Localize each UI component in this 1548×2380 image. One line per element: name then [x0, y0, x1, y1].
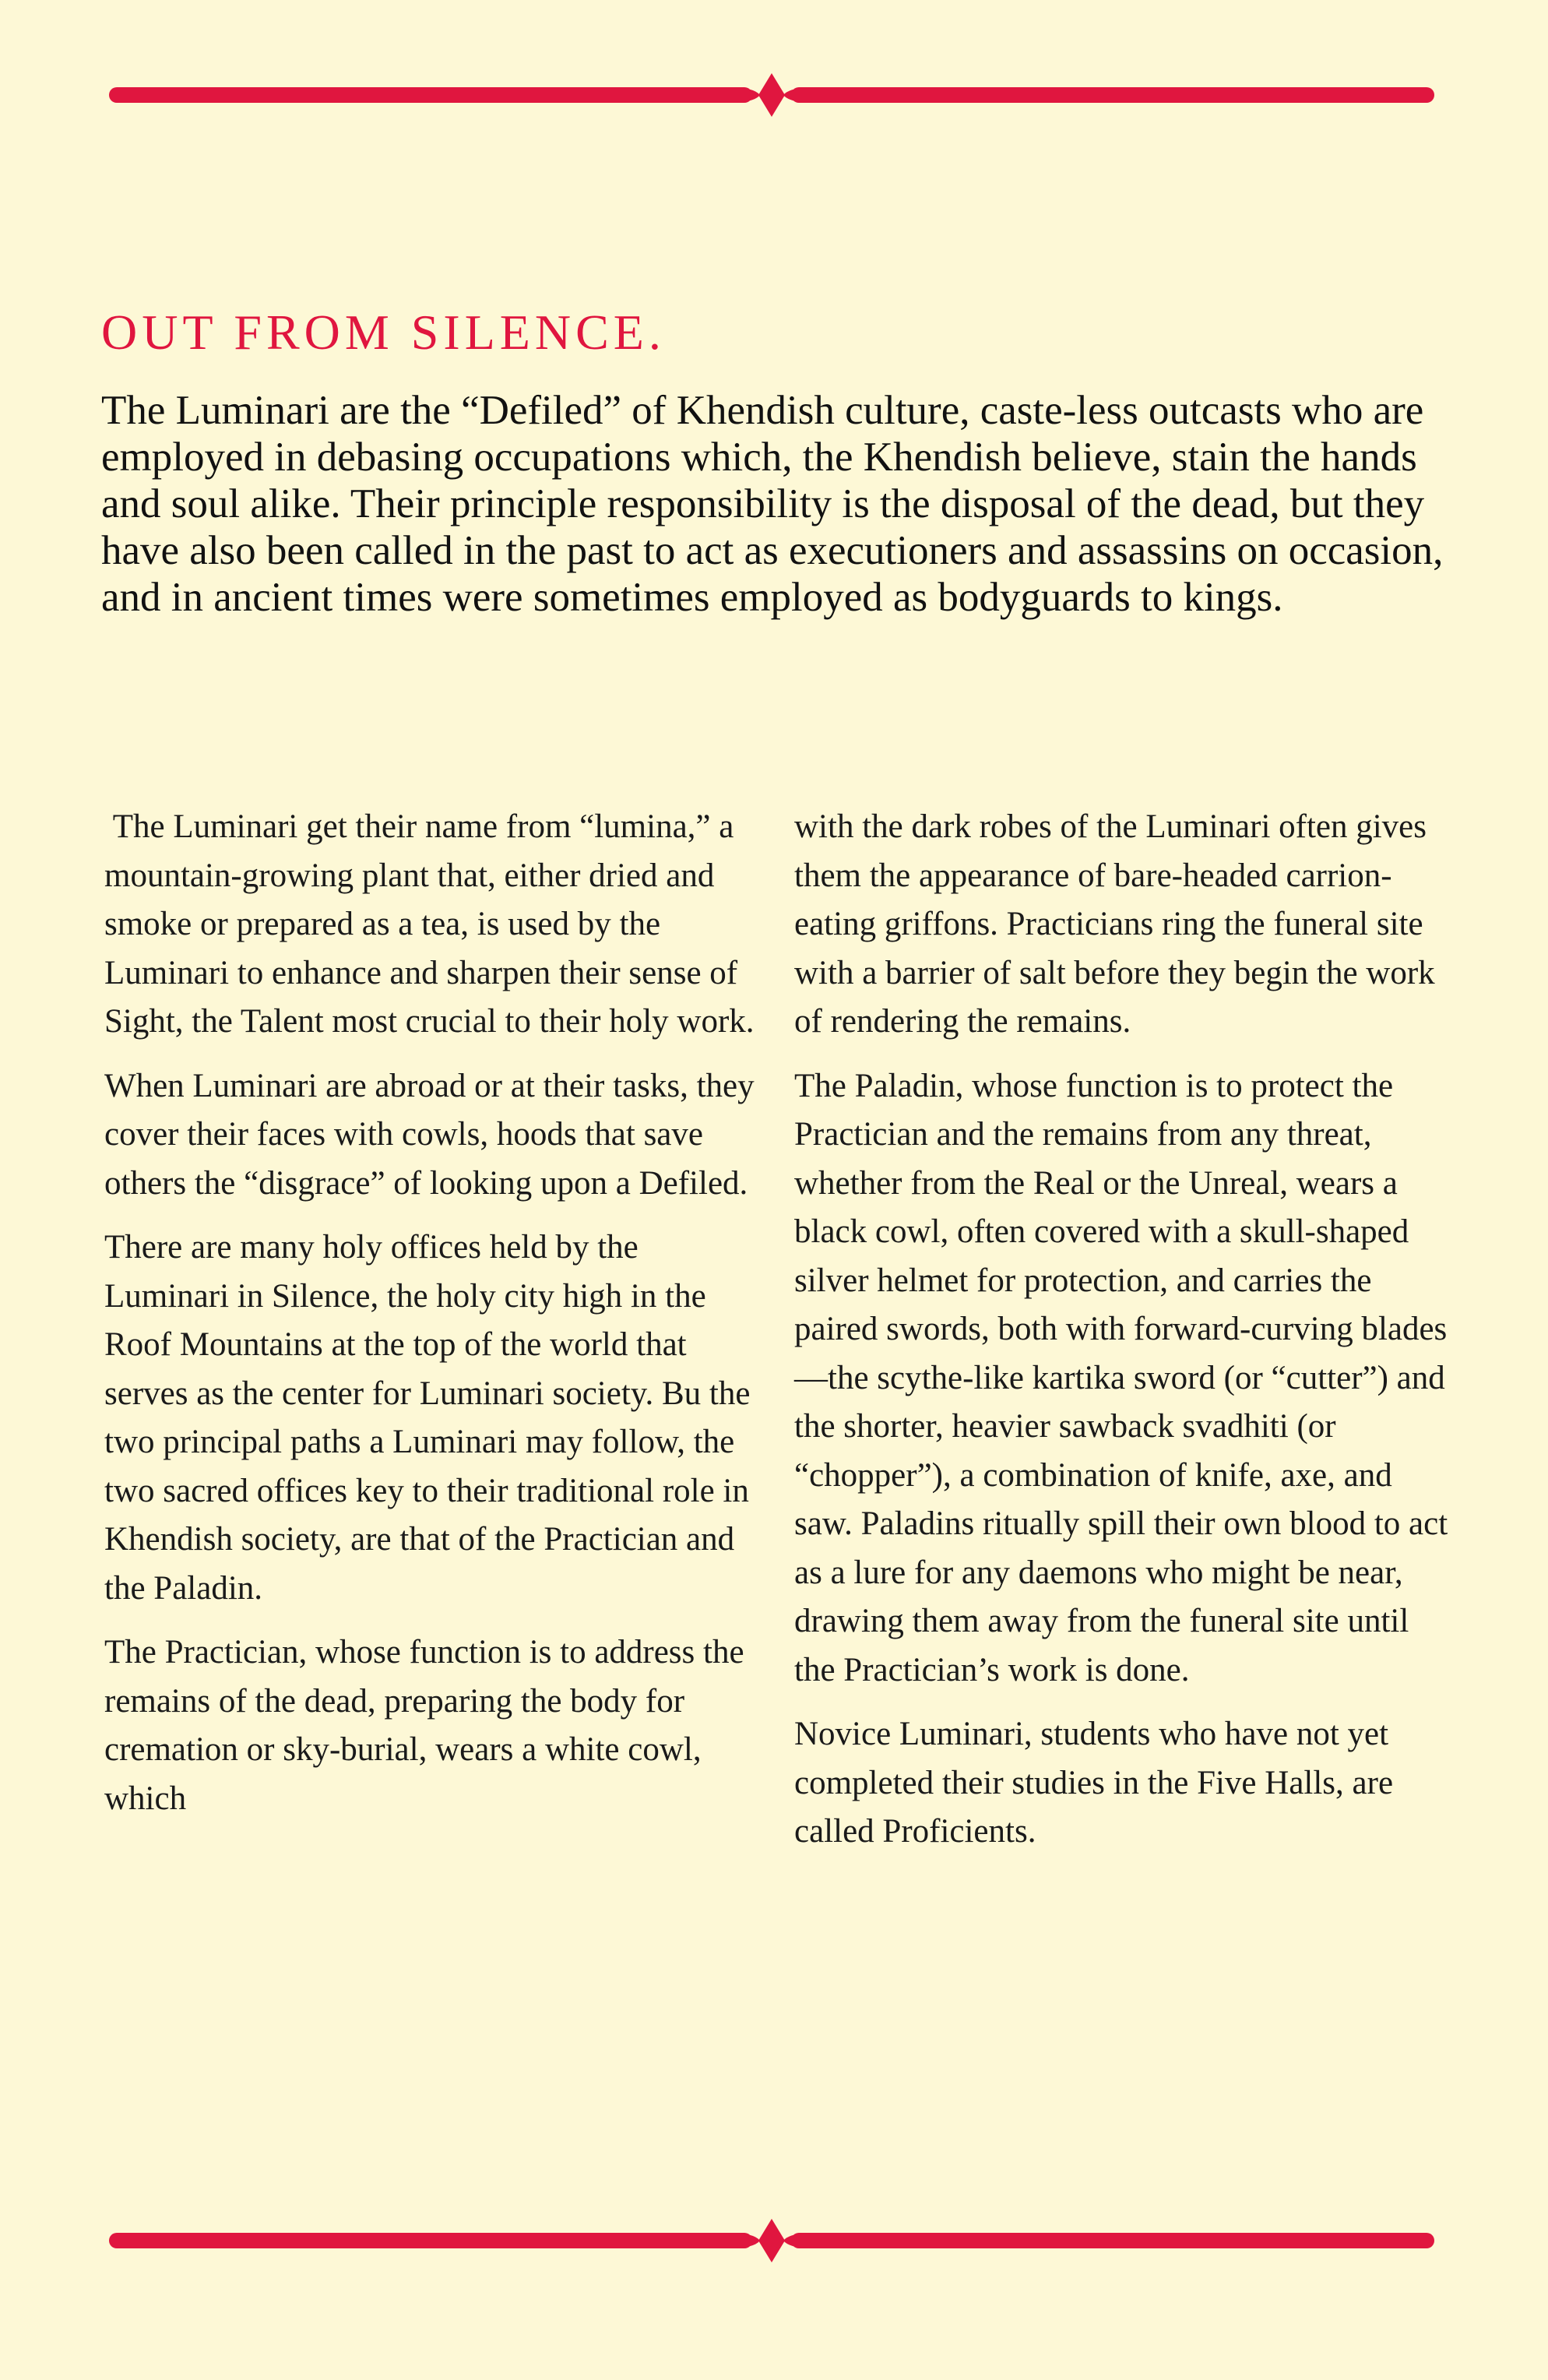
body-paragraph: The Paladin, whose function is to protect the Practician and the remains from any threat, whether from the Real or the Unreal, wears a black cowl, often covered with a skull-shaped silver helmet for protection, and carries the paired swords, both with forward-curving blades—the scythe-like kartika sword (or “cutter”) and the shorter, heavier sawback svadhiti (or “chopper”), a combination of knife, axe, and saw. Paladins ritually spill their own blood to act as a lure for any daemons who might be near, drawing them away from the funeral site until the Practician’s work is done.	[794, 1067, 1448, 1688]
lead-paragraph: The Luminari are the “Defiled” of Khendish culture, caste-less outcasts who are employed in debasing occupations which, the Khendish believe, stain the hands and soul alike. Their principle responsibility is the disposal of the dead, but they have also been called in the past to act as executioners and assassins on occasion, and in ancient times were sometimes employed as bodyguards to kings.	[101, 388, 1444, 620]
body-paragraph: Novice Luminari, students who have not yet completed their studies in the Five Halls, are called Proficients.	[794, 1716, 1394, 1850]
body-paragraph: with the dark robes of the Luminari often gives them the appearance of bare-headed carrion-eating griffons. Practicians ring the funeral site with a barrier of salt before they begin the work of rendering the remains.	[794, 808, 1435, 1040]
body-paragraph: When Luminari are abroad or at their tasks, they cover their faces with cowls, hoods that save others the “disgrace” of looking upon a Defiled.	[104, 1067, 755, 1202]
section-heading: OUT FROM SILENCE.	[101, 305, 666, 360]
body-paragraph: There are many holy offices held by the Luminari in Silence, the holy city high in the Roof Mountains at the top of the world that serves as the center for Luminari society. Bu the two principal paths a Luminari may follow, the two sacred offices key to their traditional role in Khendish society, are that of the Practician and the Paladin.	[104, 1229, 751, 1607]
bottom-ornamental-rule	[106, 2217, 1437, 2264]
right-column	[794, 803, 1448, 1872]
body-paragraph: The Luminari get their name from “lumina,” a mountain-growing plant that, either dried and smoke or prepared as a tea, is used by the Luminari to enhance and sharpen their sense of Sight, the Talent most crucial to their holy work.	[104, 808, 755, 1040]
body-paragraph: The Practician, whose function is to address the remains of the dead, preparing the body for cremation or sky-burial, wears a white cowl, which	[104, 1634, 744, 1817]
top-ornamental-rule	[106, 72, 1437, 118]
left-column	[104, 803, 758, 1839]
